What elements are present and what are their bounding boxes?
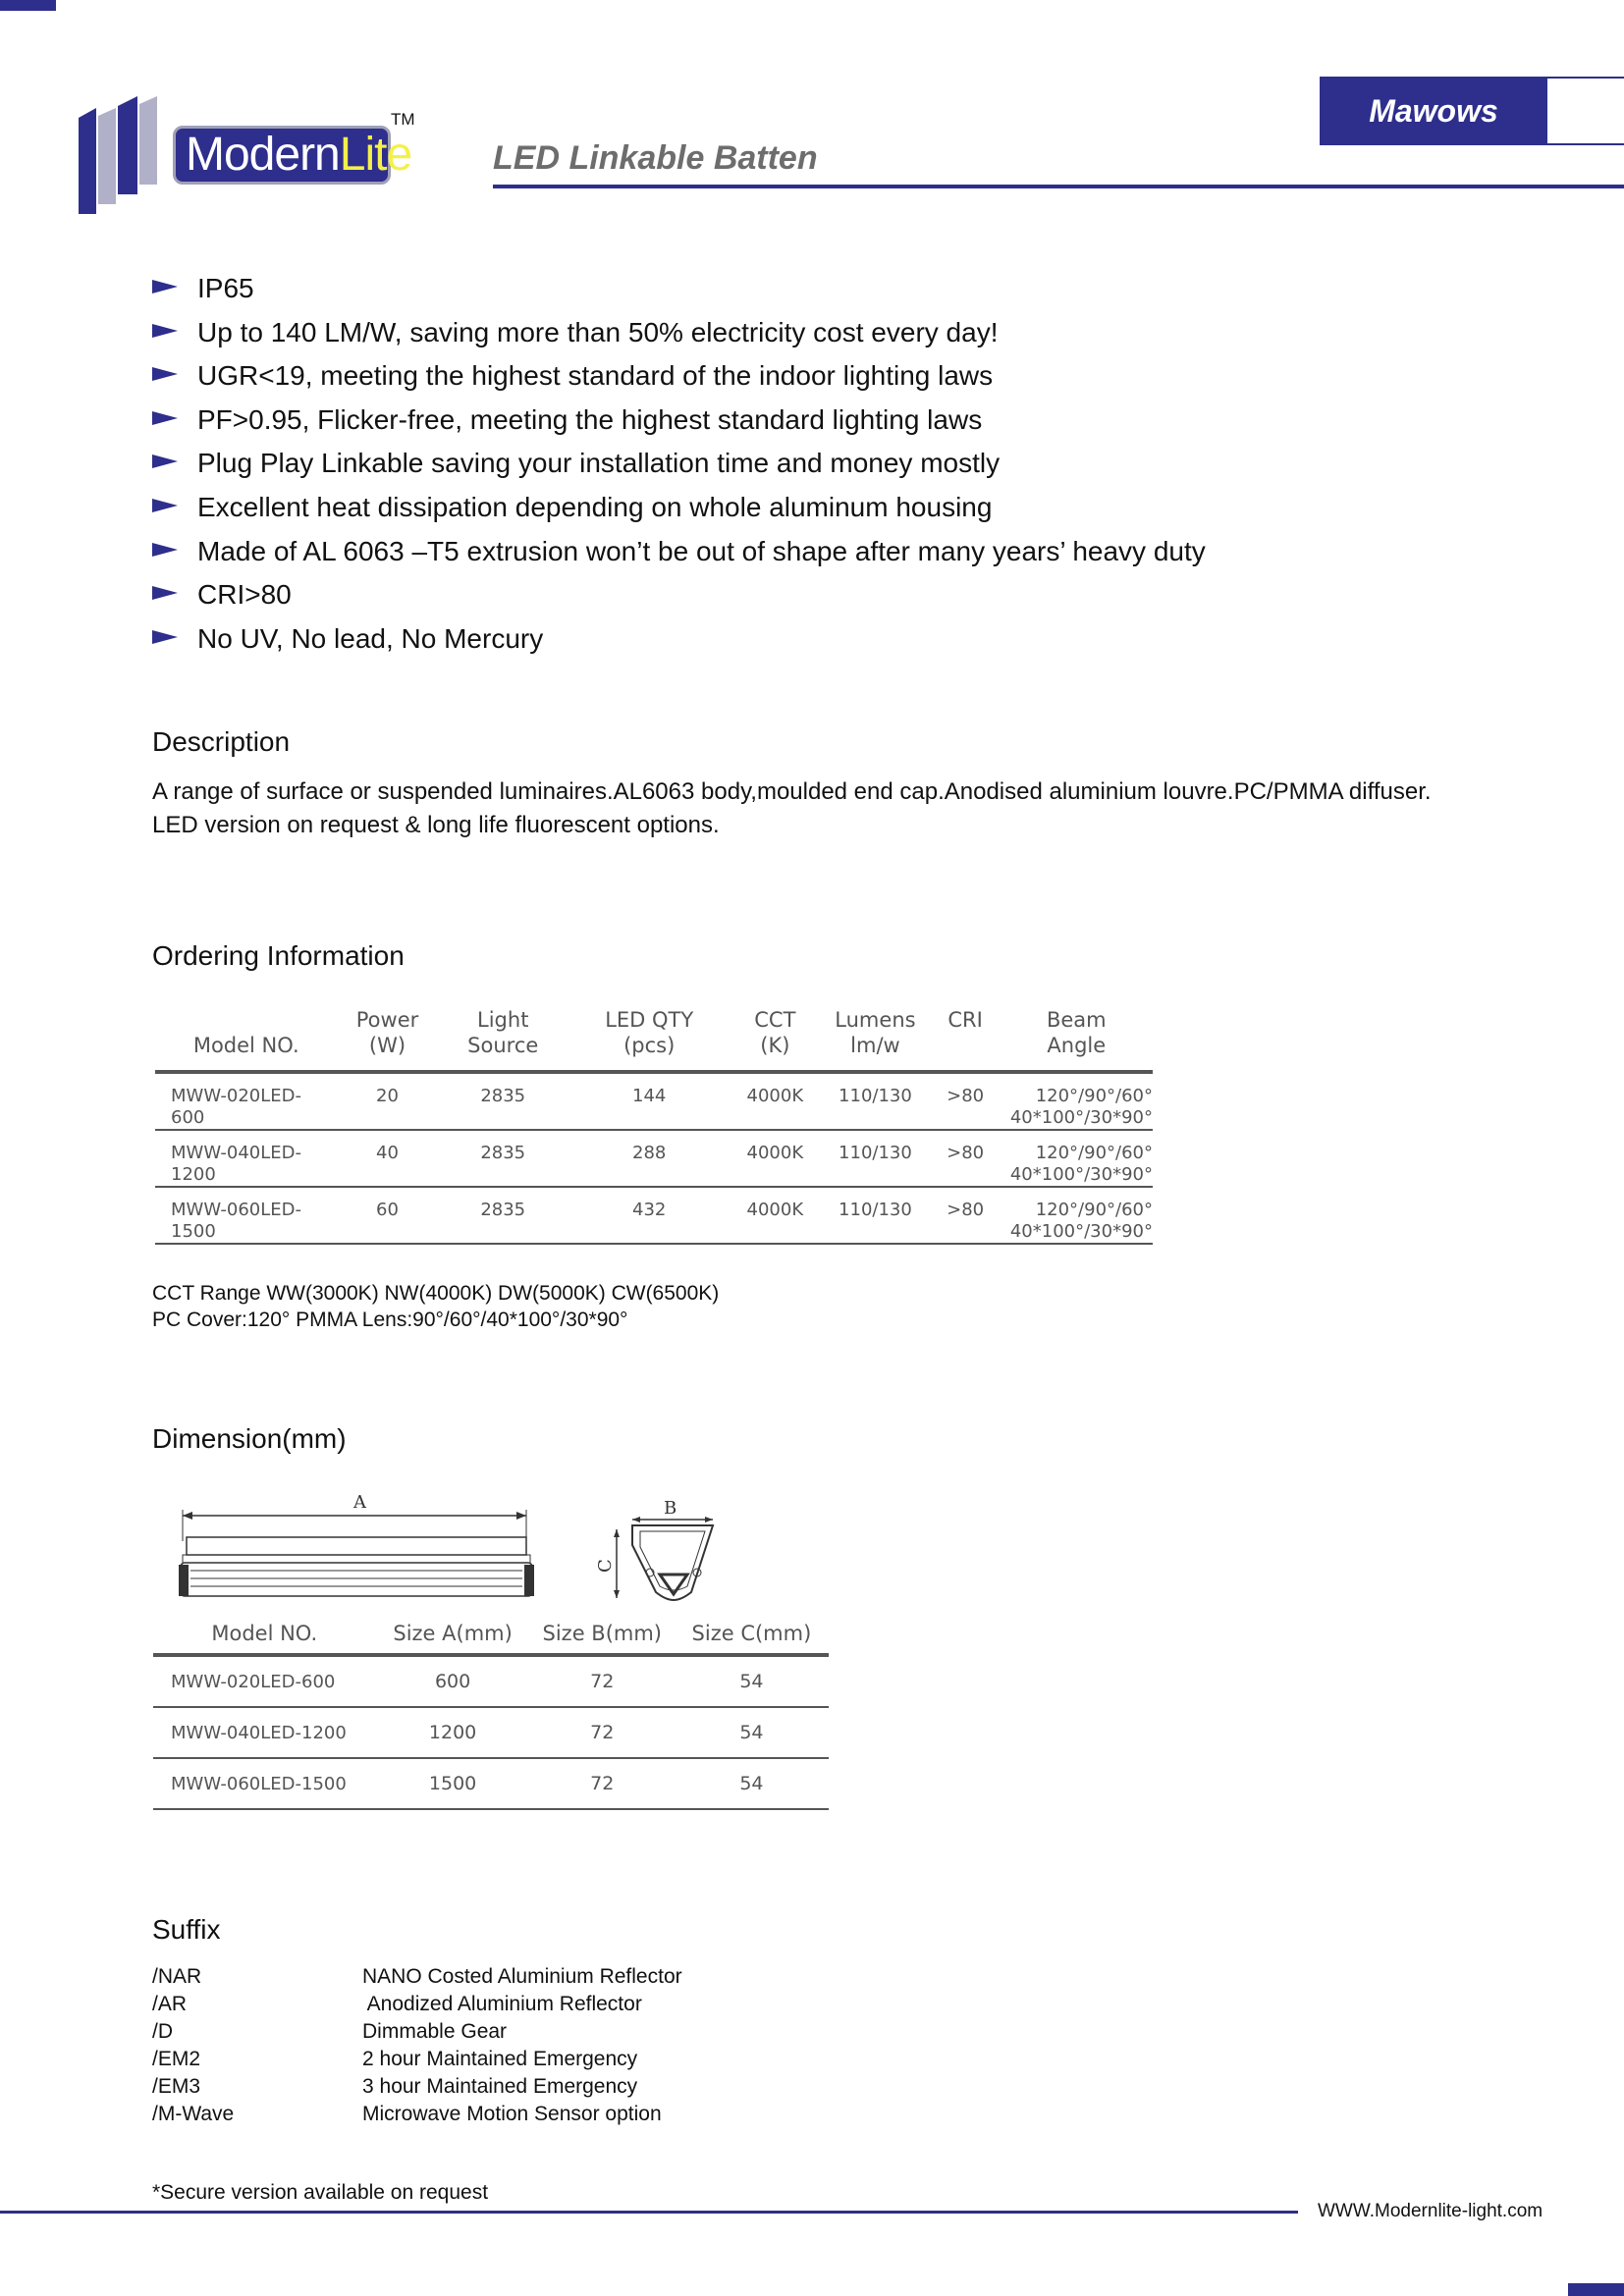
brand-badge: Mawows — [1320, 77, 1547, 145]
corner-accent-bottom — [1568, 2283, 1624, 2296]
description-line: A range of surface or suspended luminaires.AL6063 body,moulded end cap.Anodised aluminium louvre.PC/PMMA diffuser. — [152, 778, 1432, 805]
feature-text: No UV, No lead, No Mercury — [197, 622, 544, 654]
trademark: TM — [391, 110, 415, 129]
cell-source: 2835 — [480, 1143, 526, 1163]
cell-size-c: 54 — [739, 1773, 764, 1794]
ordering-notes — [152, 1280, 719, 1333]
list-item — [152, 2018, 682, 2046]
bullet-arrow-icon — [152, 543, 178, 557]
cell-cct: 4000K — [746, 1200, 804, 1220]
cell-source: 2835 — [480, 1086, 526, 1106]
suffix-code: /NAR — [152, 1965, 202, 1988]
column-header: Size C(mm) — [691, 1622, 812, 1645]
suffix-code: /EM3 — [152, 2075, 201, 2098]
cell-size-b: 72 — [590, 1722, 615, 1743]
description-line: LED version on request & long life fluorescent options. — [152, 812, 720, 838]
feature-text: Plug Play Linkable saving your installation time and money mostly — [197, 448, 1001, 479]
cell-power: 20 — [376, 1086, 399, 1106]
bullet-arrow-icon — [152, 499, 178, 512]
suffix-heading: Suffix — [152, 1914, 221, 1945]
table-row — [155, 1130, 1153, 1187]
cell-lumens: 110/130 — [839, 1200, 912, 1220]
footer-rule — [0, 2211, 1298, 2214]
bullet-arrow-icon — [152, 454, 178, 468]
cell-size-b: 72 — [590, 1671, 615, 1692]
bullet-arrow-icon — [152, 280, 178, 294]
table-row — [153, 1655, 829, 1707]
column-header: CRI — [947, 1008, 983, 1032]
suffix-code: /D — [152, 2020, 173, 2043]
cell-source: 2835 — [480, 1200, 526, 1220]
cell-qty: 432 — [632, 1200, 667, 1220]
list-item — [152, 1963, 682, 1991]
ordering-heading: Ordering Information — [152, 940, 405, 971]
cell-power: 40 — [376, 1143, 399, 1163]
feature-text: Excellent heat dissipation depending on whole aluminum housing — [197, 491, 993, 522]
cell-cct: 4000K — [746, 1086, 804, 1106]
cell-lumens: 110/130 — [839, 1086, 912, 1106]
feature-text: CRI>80 — [197, 579, 292, 611]
cct-range-note: CCT Range WW(3000K) NW(4000K) DW(5000K) CW(6500K) — [152, 1282, 720, 1305]
cell-beam: 120°/90°/60° 40*100°/30*90° — [1009, 1086, 1153, 1128]
cell-size-a: 600 — [434, 1671, 471, 1692]
logo-wordmark — [173, 126, 412, 185]
bullet-arrow-icon — [152, 367, 178, 381]
logo-text-lite: Lite — [339, 129, 412, 181]
list-item — [152, 1991, 682, 2018]
column-header: Lumens lm/w — [835, 1008, 916, 1057]
list-item — [152, 2073, 682, 2101]
dim-label-c: C — [595, 1559, 616, 1573]
modernlite-logo — [77, 96, 420, 218]
ordering-table — [155, 1005, 1153, 1245]
cell-lumens: 110/130 — [839, 1143, 912, 1163]
dimension-heading: Dimension(mm) — [152, 1423, 347, 1454]
description-heading: Description — [152, 726, 291, 757]
bullet-arrow-icon — [152, 586, 178, 600]
feature-text: PF>0.95, Flicker-free, meeting the highest standard lighting laws — [197, 403, 983, 435]
cell-cct: 4000K — [746, 1143, 804, 1163]
column-header: Beam Angle — [1046, 1008, 1107, 1057]
feature-text: IP65 — [197, 273, 254, 303]
cell-model: MWW-040LED-1200 — [171, 1143, 302, 1185]
table-row — [155, 1072, 1153, 1130]
column-header: Size A(mm) — [393, 1622, 513, 1645]
product-title: LED Linkable Batten — [493, 139, 818, 177]
brand-badge-tail — [1547, 77, 1624, 145]
cell-model: MWW-020LED-600 — [171, 1086, 302, 1128]
fixture-side-drawing — [175, 1486, 538, 1606]
dimension-table — [153, 1622, 829, 1810]
suffix-desc: Microwave Motion Sensor option — [362, 2103, 662, 2125]
description-text — [152, 775, 1527, 842]
cover-note: PC Cover:120° PMMA Lens:90°/60°/40*100°/30*90° — [152, 1308, 628, 1331]
column-header: Light Source — [467, 1008, 539, 1057]
column-header: LED QTY (pcs) — [605, 1008, 694, 1057]
cell-size-a: 1500 — [428, 1773, 477, 1794]
secure-note: *Secure version available on request — [152, 2181, 489, 2204]
suffix-code: /EM2 — [152, 2048, 201, 2070]
corner-accent-top — [0, 0, 56, 11]
logo-text-modern: Modern — [186, 129, 340, 181]
suffix-list — [152, 1963, 682, 2128]
table-row — [153, 1707, 829, 1758]
suffix-desc: Dimmable Gear — [362, 2020, 508, 2043]
header-rule — [493, 185, 1624, 188]
cell-beam: 120°/90°/60° 40*100°/30*90° — [1009, 1143, 1153, 1185]
website-link[interactable]: WWW.Modernlite-light.com — [1318, 2201, 1543, 2221]
cell-size-a: 1200 — [428, 1722, 477, 1743]
list-item — [152, 2101, 682, 2128]
cell-cri: >80 — [947, 1200, 985, 1220]
feature-text: Up to 140 LM/W, saving more than 50% electricity cost every day! — [197, 316, 999, 347]
feature-text: Made of AL 6063 –T5 extrusion won’t be out of shape after many years’ heavy duty — [197, 535, 1206, 566]
cell-size-b: 72 — [590, 1773, 615, 1794]
cell-power: 60 — [376, 1200, 399, 1220]
suffix-desc: 3 hour Maintained Emergency — [362, 2075, 638, 2098]
bullet-arrow-icon — [152, 411, 178, 425]
column-header: Power (W) — [355, 1008, 419, 1057]
suffix-desc: 2 hour Maintained Emergency — [362, 2048, 638, 2070]
cell-model: MWW-060LED-1500 — [171, 1200, 302, 1242]
fixture-profile-drawing — [593, 1496, 721, 1604]
column-header: Size B(mm) — [542, 1622, 662, 1645]
table-header-row — [153, 1622, 829, 1655]
cell-size-c: 54 — [739, 1722, 764, 1743]
table-row — [153, 1758, 829, 1809]
column-header: Model NO. — [211, 1622, 318, 1645]
dim-label-a: A — [353, 1492, 366, 1513]
cell-qty: 288 — [632, 1143, 667, 1163]
dim-label-b: B — [664, 1498, 677, 1519]
suffix-desc: Anodized Aluminium Reflector — [362, 1993, 642, 2015]
bullet-arrow-icon — [152, 324, 178, 338]
cell-model: MWW-060LED-1500 — [171, 1773, 347, 1794]
cell-beam: 120°/90°/60° 40*100°/30*90° — [1009, 1200, 1153, 1242]
cell-qty: 144 — [632, 1086, 667, 1106]
list-item — [152, 2046, 682, 2073]
cell-model: MWW-040LED-1200 — [171, 1722, 347, 1743]
suffix-code: /AR — [152, 1993, 188, 2015]
suffix-code: /M-Wave — [152, 2103, 235, 2125]
table-row — [155, 1187, 1153, 1244]
cell-size-c: 54 — [739, 1671, 764, 1692]
suffix-desc: NANO Costed Aluminium Reflector — [362, 1965, 682, 1988]
logo-mark-icon — [77, 96, 175, 218]
cell-cri: >80 — [947, 1143, 985, 1163]
column-header: CCT (K) — [754, 1008, 796, 1057]
cell-cri: >80 — [947, 1086, 985, 1106]
column-header: Model NO. — [192, 1034, 299, 1057]
cell-model: MWW-020LED-600 — [171, 1671, 336, 1692]
bullet-arrow-icon — [152, 630, 178, 644]
table-header-row — [155, 1005, 1153, 1072]
feature-text: UGR<19, meeting the highest standard of the indoor lighting laws — [197, 360, 994, 392]
